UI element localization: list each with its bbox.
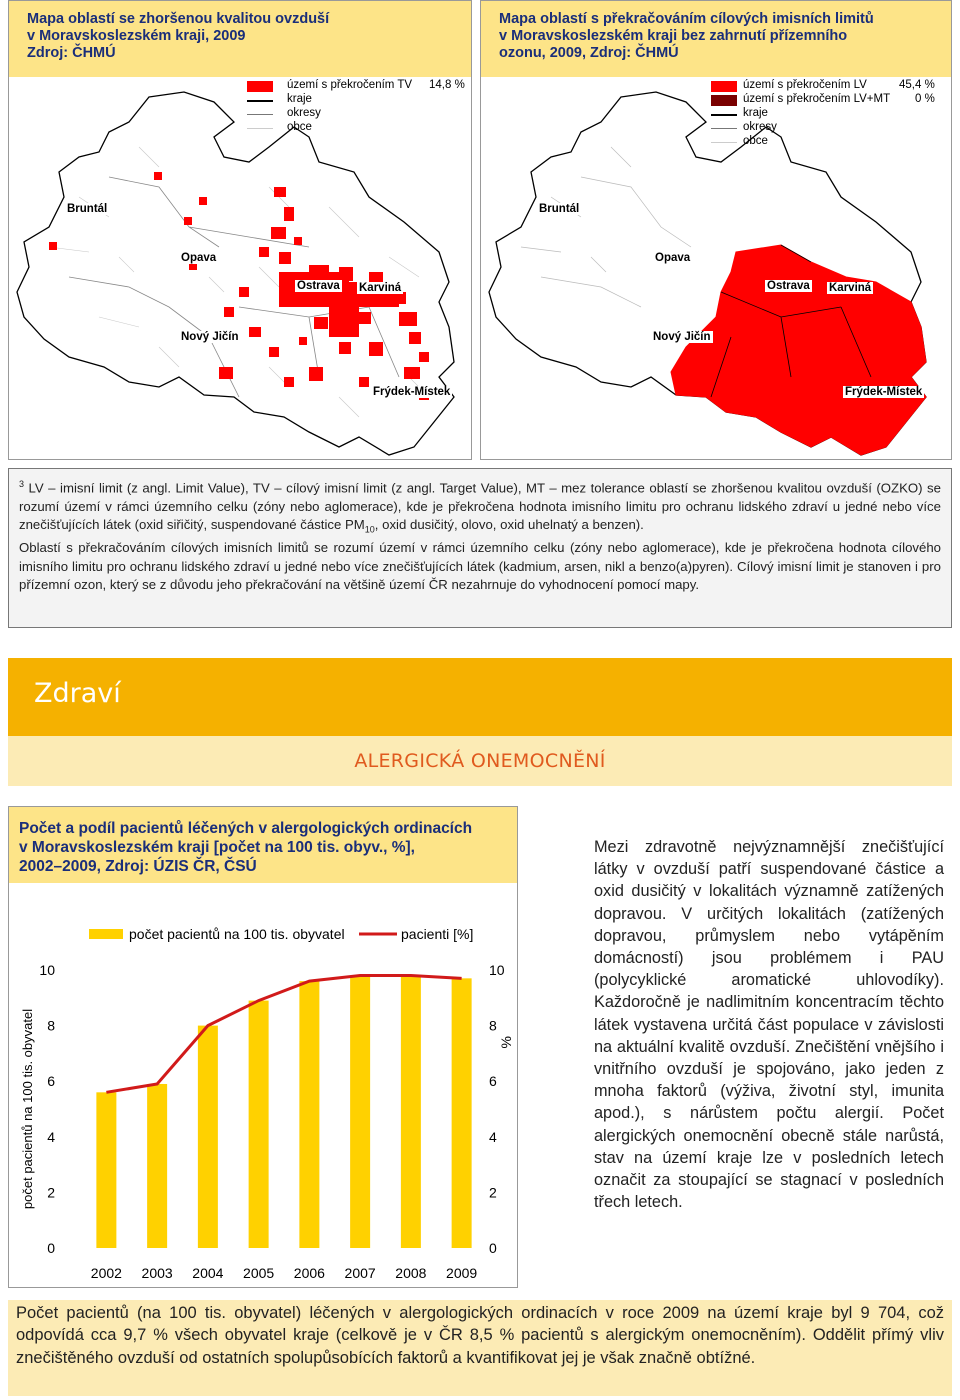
map-left-image: [9, 77, 471, 459]
bottom-summary: Počet pacientů (na 100 tis. obyvatel) léčených v alergologických ordinacích v roce 2009 na území kraje byl 9 704, což odpovídá cca 9,7 % všech obyvatel kraje (celkově je v ČR 8,5 % pacientů s alergickým onemocněním). Oddělit přímý vliv znečištěného ovzduší od ostatních spolupůsobících faktorů a kvantifikovat jej je však značně obtížné.: [8, 1300, 952, 1396]
chart-panel: [8, 806, 518, 1288]
region-outline: [17, 92, 454, 455]
chart-title-line: Počet a podíl pacientů léčených v alergologických ordinacích: [19, 820, 473, 837]
legend-label: okresy: [743, 121, 777, 133]
y2-axis-label: %: [498, 1036, 514, 1049]
chart-plot: [9, 883, 517, 1287]
city-label: Frýdek-Místek: [373, 386, 451, 398]
section-title: Zdraví: [34, 678, 121, 709]
chart-bar: [96, 1092, 116, 1248]
legend-line-kraje: [711, 114, 737, 116]
legend-line-kraje: [247, 100, 273, 102]
footnote-marker: 3: [19, 479, 25, 489]
legend-bar-label: počet pacientů na 100 tis. obyvatel: [129, 926, 345, 942]
chart-bar: [401, 976, 421, 1248]
map-left-title-line: v Moravskoslezském kraji, 2009: [27, 28, 246, 44]
legend-line-okresy: [247, 114, 273, 115]
legend-line-obce: [247, 128, 273, 129]
x-tick-label: 2007: [344, 1265, 376, 1281]
footnote-subscript: 10: [364, 524, 375, 535]
map-panel-right: [480, 0, 952, 460]
x-tick-label: 2003: [141, 1265, 173, 1281]
legend-line-okresy: [711, 128, 737, 129]
map-right-title-line: Mapa oblastí s překračováním cílových imisních limitů: [499, 11, 874, 27]
y-tick-label-right: 0: [489, 1240, 497, 1256]
map-right-title-line: v Moravskoslezském kraji bez zahrnutí přízemního: [499, 28, 848, 44]
x-tick-label: 2006: [293, 1265, 325, 1281]
city-label: Opava: [655, 252, 691, 264]
section-header: [8, 658, 952, 736]
legend-label: obce: [743, 135, 768, 147]
y-tick-label-right: 8: [489, 1017, 497, 1034]
chart-bar: [452, 978, 472, 1248]
y-tick-label-left: 4: [47, 1128, 55, 1145]
legend-label: území s překročením LV: [743, 79, 867, 91]
right-paragraph: Mezi zdravotně nejvýznamnější znečišťující látky v ovzduší patří suspendované částice a oxid dusičitý v lokalitách významně zatížených dopravou. V určitých lokalitách (zatížených dopravou, průmyslem nebo vytápěním domácností) jsou problémem i PAU (polycyklické aromatické uhlovodíky). Každoročně je nadlimitním koncentracím těchto látek vystavena určitá část populace v závislosti na aktuální kvalitě ovzduší. Znečištění vnějšího i vnitřního ovzduší je spojováno, jako jeden z mnoha faktorů (výživa, životní styl, imunita apod.), s nárůstem počtu alergií. Počet alergických onemocnění obecně stále narůstá, stav na území kraje lze v posledních letech označit za stoupající se stagnací v posledních třech letech.: [594, 838, 944, 1212]
city-label: Karviná: [829, 282, 872, 294]
chart-bar: [249, 1001, 269, 1248]
y-tick-label-left: 8: [47, 1017, 55, 1034]
legend-label: území s překročením TV: [287, 79, 413, 91]
chart-legend: [89, 926, 473, 942]
city-label: Bruntál: [539, 203, 580, 215]
x-tick-label: 2004: [192, 1265, 224, 1281]
chart-bar: [147, 1084, 167, 1248]
city-label: Opava: [181, 252, 217, 264]
x-tick-label: 2005: [243, 1265, 275, 1281]
y-tick-label-right: 6: [489, 1073, 497, 1090]
chart-bars: [96, 976, 471, 1248]
footnote-paragraph: Oblastí s překračováním cílových imisních limitů se rozumí území v rámci územního celku (zóny nebo aglomerace), kde je překročena hodnota cílového imisního limitu pro ochranu lidského zdraví u jedné nebo více znečišťujících látek (kadmium, arsen, nikl a benzo(a)pyren). Cílový imisní limit je stanoven i pro přízemní ozon, který se z důvodu jeho překračování na většině území ČR nezahrnuje do vyhodnocení pomocí mapy.: [19, 540, 941, 593]
chart-title: [9, 807, 517, 883]
x-tick-label: 2008: [395, 1265, 427, 1281]
legend-label: území s překročením LV+MT: [743, 93, 891, 105]
legend-label: kraje: [743, 107, 768, 119]
footnote-box: [8, 468, 952, 628]
city-label: Ostrava: [297, 280, 340, 292]
city-label: Ostrava: [767, 280, 810, 292]
city-label: Nový Jičín: [653, 331, 711, 343]
city-label: Karviná: [359, 282, 402, 294]
y-tick-label-left: 6: [47, 1073, 55, 1090]
legend-line-obce: [711, 142, 737, 143]
legend-label: obce: [287, 121, 312, 133]
map-left-title: [9, 1, 471, 77]
footnote-paragraph: [19, 475, 941, 539]
map-right-title: [481, 1, 951, 77]
map-left-title-line: Mapa oblastí se zhoršenou kvalitou ovzduší: [27, 11, 330, 27]
y-axis-label: počet pacientů na 100 tis. obyvatel: [20, 1008, 35, 1210]
x-tick-label: 2009: [446, 1265, 478, 1281]
chart-bar: [350, 976, 370, 1248]
legend-label: kraje: [287, 93, 312, 105]
y-tick-label-left: 0: [47, 1240, 55, 1256]
chart-bar: [198, 1026, 218, 1248]
footnote-text: LV – imisní limit (z angl. Limit Value), TV – cílový imisní limit (z angl. Target Value), MT – mez tolerance oblastí se zhoršenou kvalitou ovzduší (OZKO) se rozumí území v rámci územního celku (zóny nebo aglomerace), kde je překročena hodnota imisního limitu pro ochranu lidského zdraví u jedné nebo více znečišťujících látek (oxid siřičitý, suspendované částice PM: [19, 480, 941, 533]
y-tick-label-right: 10: [489, 962, 505, 978]
legend-value: 14,8 %: [429, 79, 465, 91]
y-tick-label-left: 10: [39, 962, 55, 978]
legend-value: 45,4 %: [899, 79, 935, 91]
map-right-title-line: ozonu, 2009, Zdroj: ČHMÚ: [499, 45, 679, 61]
y-tick-label-left: 2: [47, 1184, 55, 1201]
map-panel-left: [8, 0, 472, 460]
y-tick-label-right: 4: [489, 1128, 497, 1145]
footnote-text: , oxid dusičitý, olovo, oxid uhelnatý a benzen).: [374, 517, 644, 533]
legend-swatch-fill: [711, 81, 737, 92]
legend-swatch-fill: [247, 81, 273, 92]
x-tick-label: 2002: [90, 1265, 122, 1281]
legend-value: 0 %: [915, 93, 935, 105]
section-subheader: [8, 736, 952, 786]
city-label: Bruntál: [67, 203, 108, 215]
legend-swatch-fill-dark: [711, 95, 737, 106]
y-tick-label-right: 2: [489, 1184, 497, 1201]
legend-line-label: pacienti [%]: [401, 926, 474, 942]
chart-title-line: 2002–2009, Zdroj: ÚZIS ČR, ČSÚ: [19, 858, 257, 875]
section-subtitle: ALERGICKÁ ONEMOCNĚNÍ: [354, 750, 606, 772]
legend-label: okresy: [287, 107, 321, 119]
chart-bar: [299, 981, 319, 1248]
city-label: Frýdek-Místek: [845, 386, 923, 398]
map-left-title-line: Zdroj: ČHMÚ: [27, 45, 116, 61]
chart-title-line: v Moravskoslezském kraji [počet na 100 tis. obyv., %],: [19, 839, 415, 856]
legend-bar-swatch: [89, 929, 123, 939]
map-right-image: [481, 77, 951, 459]
city-label: Nový Jičín: [181, 331, 239, 343]
